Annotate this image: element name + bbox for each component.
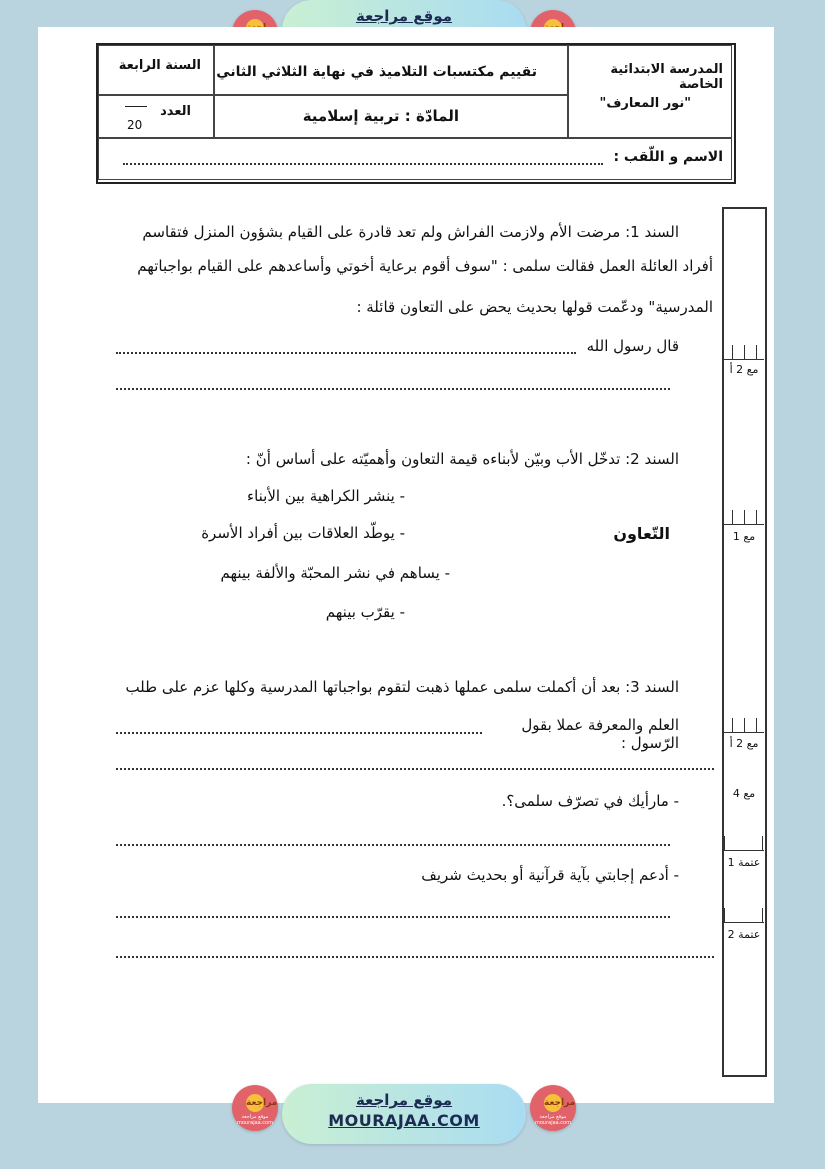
question-1: - مارأيك في تصرّف سلمى؟.: [501, 792, 679, 810]
answer-line[interactable]: [116, 844, 670, 846]
s2-line1: السند 2: تدخّل الأب وبيّن لأبناءه قيمة التعاون وأهميّته على أساس أنّ :: [245, 450, 679, 468]
score-label-2: مع 1: [732, 530, 756, 543]
answer-line[interactable]: [116, 388, 670, 390]
exam-title: تقييم مكتسبات التلاميذ في نهاية الثلاثي الثاني: [216, 64, 537, 80]
answer-line[interactable]: [116, 916, 670, 918]
score-box[interactable]: [724, 836, 764, 851]
s3-line1: السند 3: بعد أن أكملت سلمى عملها ذهبت لتقوم بواجباتها المدرسية وكلها عزم على طلب: [125, 678, 679, 696]
s2-option-3[interactable]: - يساهم في نشر المحبّة والألفة بينهم: [220, 564, 450, 582]
answer-line[interactable]: [116, 352, 576, 354]
score-column: [722, 207, 767, 1077]
score-box[interactable]: [724, 908, 764, 923]
header-table: [96, 43, 736, 184]
score-label-1: مع 2 أ: [729, 363, 759, 376]
s1-line2: أفراد العائلة العمل فقالت سلمى : "سوف أقوم برعاية أخوتي وأساعدهم على القيام بواجباتهم: [137, 257, 713, 275]
s1-line3: المدرسية" ودعّمت قولها بحديث يحض على التعاون قائلة :: [356, 298, 713, 316]
score-box[interactable]: [724, 345, 764, 360]
answer-line[interactable]: [116, 732, 482, 734]
title-cell: [214, 45, 568, 95]
s2-center-word: التّعاون: [613, 524, 670, 543]
logo-icon: مراجعة: [246, 1094, 264, 1112]
s1-line1: السند 1: مرضت الأم ولازمت الفراش ولم تعد قادرة على القيام بشؤون المنزل فتقاسم: [142, 223, 679, 241]
answer-line[interactable]: [116, 768, 714, 770]
s1-hadith-label: قال رسول الله: [586, 337, 679, 355]
subject-cell: [214, 95, 568, 138]
school-cell: المدرسة الابتدائية الخاصة "نور المعارف": [568, 45, 732, 138]
s2-option-4[interactable]: - يقرّب بينهم: [325, 603, 405, 621]
site-name-ar[interactable]: موقع مراجعة: [355, 1091, 453, 1109]
name-row[interactable]: [98, 138, 732, 180]
s2-option-1[interactable]: - ينشر الكراهية بين الأبناء: [247, 487, 405, 505]
score-label-6: عتمة 2: [727, 928, 761, 941]
site-badge-right-bottom: مراجعة موقع مراجعة mourajaa.com: [530, 1085, 576, 1131]
score-cell: العدد 20: [98, 95, 214, 138]
logo-icon: مراجعة: [544, 1094, 562, 1112]
site-name-en[interactable]: MOURAJAA.COM: [328, 1111, 480, 1130]
score-box[interactable]: [724, 718, 764, 733]
s2-option-2[interactable]: - يوطّد العلاقات بين أفراد الأسرة: [201, 524, 405, 542]
name-label: الاسم و اللّقب :: [613, 149, 723, 165]
name-field[interactable]: [123, 163, 603, 165]
site-banner-bottom[interactable]: [282, 1084, 526, 1144]
score-label-5: عتمة 1: [727, 856, 761, 869]
question-2: - أدعم إجابتي بآية قرآنية أو بحديث شريف: [421, 866, 679, 884]
year-cell: السنة الرابعة: [98, 45, 214, 95]
score-label-4: مع 4: [732, 787, 756, 800]
site-badge-left-bottom: مراجعة موقع مراجعة mourajaa.com: [232, 1085, 278, 1131]
subject-label: المادّة : تربية إسلامية: [302, 107, 459, 125]
score-box[interactable]: [724, 510, 764, 525]
site-name-ar[interactable]: موقع مراجعة: [355, 7, 453, 25]
score-total: 20: [127, 118, 143, 132]
score-label-3: مع 2 أ: [729, 737, 759, 750]
answer-line[interactable]: [116, 956, 714, 958]
s3-line2: العلم والمعرفة عملا بقول الرّسول :: [521, 716, 679, 752]
